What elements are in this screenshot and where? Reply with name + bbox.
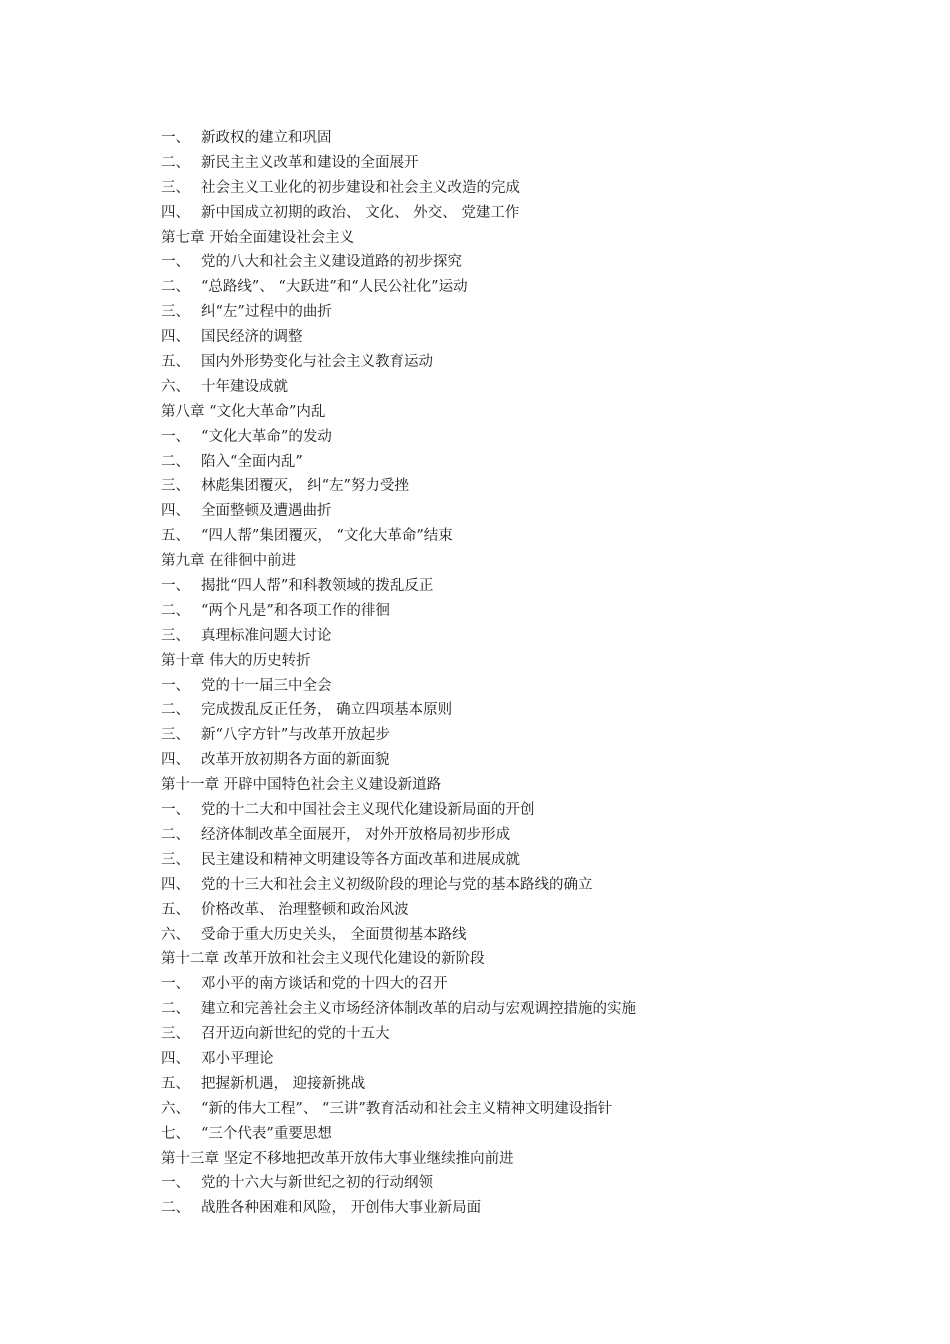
- section-title: 揭批“四人帮”和科教领域的拨乱反正: [201, 578, 434, 595]
- toc-section-item: [161, 674, 901, 699]
- chapter-title: 第十二章 改革开放和社会主义现代化建设的新阶段: [161, 951, 485, 968]
- section-number: 二、: [161, 279, 190, 296]
- section-title: 陷入“全面内乱”: [201, 453, 303, 470]
- toc-chapter-heading: [161, 400, 901, 425]
- section-title: 新“八字方针”与改革开放起步: [201, 727, 390, 744]
- toc-section-item: [161, 997, 901, 1022]
- section-title: 十年建设成就: [201, 378, 288, 395]
- toc-chapter-heading: [161, 649, 901, 674]
- toc-section-item: [161, 1196, 901, 1221]
- toc-section-item: [161, 972, 901, 997]
- section-number: 一、: [161, 802, 190, 819]
- section-title: “两个凡是”和各项工作的徘徊: [201, 602, 390, 619]
- toc-section-item: [161, 151, 901, 176]
- section-title: 价格改革、 治理整顿和政治风波: [201, 901, 409, 918]
- section-number: 五、: [161, 528, 190, 545]
- section-number: 四、: [161, 1050, 190, 1067]
- section-number: 七、: [161, 1125, 190, 1142]
- section-number: 六、: [161, 926, 190, 943]
- section-title: 国内外形势变化与社会主义教育运动: [201, 354, 433, 371]
- toc-section-item: [161, 176, 901, 201]
- toc-section-item: [161, 450, 901, 475]
- section-number: 六、: [161, 1100, 190, 1117]
- section-title: 经济体制改革全面展开， 对外开放格局初步形成: [201, 826, 511, 843]
- section-title: 党的十三大和社会主义初级阶段的理论与党的基本路线的确立: [201, 876, 593, 893]
- toc-chapter-heading: [161, 947, 901, 972]
- section-number: 四、: [161, 876, 190, 893]
- section-title: 民主建设和精神文明建设等各方面改革和进展成就: [201, 851, 520, 868]
- toc-section-item: [161, 524, 901, 549]
- section-number: 一、: [161, 578, 190, 595]
- section-number: 三、: [161, 627, 190, 644]
- section-title: “新的伟大工程”、 “三讲”教育活动和社会主义精神文明建设指针: [201, 1100, 613, 1117]
- section-number: 一、: [161, 976, 190, 993]
- chapter-title: 第十三章 坚定不移地把改革开放伟大事业继续推向前进: [161, 1150, 514, 1167]
- toc-chapter-heading: [161, 1147, 901, 1172]
- toc-section-item: [161, 898, 901, 923]
- toc-section-item: [161, 375, 901, 400]
- section-title: 纠“左”过程中的曲折: [201, 304, 332, 321]
- section-title: 党的十六大与新世纪之初的行动纲领: [201, 1175, 433, 1192]
- section-number: 三、: [161, 179, 190, 196]
- toc-chapter-heading: [161, 226, 901, 251]
- section-number: 二、: [161, 602, 190, 619]
- section-title: 党的十一届三中全会: [201, 677, 332, 694]
- section-title: 新民主主义改革和建设的全面展开: [201, 154, 419, 171]
- toc-section-item: [161, 698, 901, 723]
- section-title: 建立和完善社会主义市场经济体制改革的启动与宏观调控措施的实施: [201, 1001, 636, 1018]
- section-number: 四、: [161, 503, 190, 520]
- section-number: 五、: [161, 354, 190, 371]
- section-number: 五、: [161, 901, 190, 918]
- section-number: 二、: [161, 1200, 190, 1217]
- toc-section-item: [161, 201, 901, 226]
- toc-section-item: [161, 350, 901, 375]
- section-title: 邓小平理论: [201, 1050, 274, 1067]
- toc-section-item: [161, 1171, 901, 1196]
- table-of-contents: [161, 126, 901, 1221]
- section-title: 林彪集团覆灭， 纠“左”努力受挫: [201, 478, 409, 495]
- toc-section-item: [161, 1072, 901, 1097]
- section-title: 战胜各种困难和风险， 开创伟大事业新局面: [201, 1200, 482, 1217]
- section-number: 一、: [161, 130, 190, 146]
- section-title: 党的八大和社会主义建设道路的初步探究: [201, 254, 462, 271]
- toc-section-item: [161, 574, 901, 599]
- section-number: 二、: [161, 154, 190, 171]
- toc-section-item: [161, 300, 901, 325]
- section-title: 新中国成立初期的政治、 文化、 外交、 党建工作: [201, 204, 520, 221]
- section-number: 三、: [161, 851, 190, 868]
- section-title: 社会主义工业化的初步建设和社会主义改造的完成: [201, 179, 520, 196]
- section-number: 三、: [161, 727, 190, 744]
- section-number: 一、: [161, 677, 190, 694]
- section-title: “三个代表”重要思想: [201, 1125, 332, 1142]
- section-number: 四、: [161, 752, 190, 769]
- toc-section-item: [161, 798, 901, 823]
- section-number: 一、: [161, 254, 190, 271]
- section-title: 新政权的建立和巩固: [201, 130, 332, 146]
- toc-section-item: [161, 325, 901, 350]
- section-number: 六、: [161, 378, 190, 395]
- toc-section-item: [161, 250, 901, 275]
- toc-section-item: [161, 1022, 901, 1047]
- section-title: 召开迈向新世纪的党的十五大: [201, 1026, 390, 1043]
- section-title: “总路线”、 “大跃进”和“人民公社化”运动: [201, 279, 468, 296]
- section-title: 完成拨乱反正任务， 确立四项基本原则: [201, 702, 453, 719]
- section-title: 邓小平的南方谈话和党的十四大的召开: [201, 976, 448, 993]
- toc-section-item: [161, 499, 901, 524]
- toc-section-item: [161, 599, 901, 624]
- toc-section-item: [161, 848, 901, 873]
- section-number: 五、: [161, 1075, 190, 1092]
- section-number: 二、: [161, 453, 190, 470]
- chapter-title: 第七章 开始全面建设社会主义: [161, 229, 355, 246]
- toc-section-item: [161, 723, 901, 748]
- section-number: 三、: [161, 1026, 190, 1043]
- section-title: 真理标准问题大讨论: [201, 627, 332, 644]
- section-title: “文化大革命”的发动: [201, 428, 332, 445]
- section-number: 三、: [161, 304, 190, 321]
- section-title: 受命于重大历史关头， 全面贯彻基本路线: [201, 926, 467, 943]
- chapter-title: 第十一章 开辟中国特色社会主义建设新道路: [161, 777, 442, 794]
- section-title: 改革开放初期各方面的新面貌: [201, 752, 390, 769]
- section-number: 一、: [161, 1175, 190, 1192]
- section-number: 三、: [161, 478, 190, 495]
- toc-section-item: [161, 1097, 901, 1122]
- toc-section-item: [161, 823, 901, 848]
- toc-section-item: [161, 1122, 901, 1147]
- toc-section-item: [161, 474, 901, 499]
- chapter-title: 第十章 伟大的历史转折: [161, 652, 311, 669]
- toc-section-item: [161, 748, 901, 773]
- toc-chapter-heading: [161, 773, 901, 798]
- section-title: 把握新机遇， 迎接新挑战: [201, 1075, 366, 1092]
- section-number: 四、: [161, 329, 190, 346]
- section-number: 二、: [161, 702, 190, 719]
- section-number: 一、: [161, 428, 190, 445]
- section-number: 四、: [161, 204, 190, 221]
- toc-section-item: [161, 1047, 901, 1072]
- toc-section-item: [161, 425, 901, 450]
- chapter-title: 第八章 “文化大革命”内乱: [161, 403, 326, 420]
- toc-section-item: [161, 923, 901, 948]
- section-number: 二、: [161, 826, 190, 843]
- section-number: 二、: [161, 1001, 190, 1018]
- section-title: 党的十二大和中国社会主义现代化建设新局面的开创: [201, 802, 535, 819]
- toc-section-item: [161, 126, 901, 151]
- toc-section-item: [161, 873, 901, 898]
- chapter-title: 第九章 在徘徊中前进: [161, 553, 297, 570]
- section-title: 全面整顿及遭遇曲折: [201, 503, 332, 520]
- toc-chapter-heading: [161, 549, 901, 574]
- section-title: “四人帮”集团覆灭， “文化大革命”结束: [201, 528, 453, 545]
- toc-section-item: [161, 275, 901, 300]
- toc-section-item: [161, 624, 901, 649]
- section-title: 国民经济的调整: [201, 329, 303, 346]
